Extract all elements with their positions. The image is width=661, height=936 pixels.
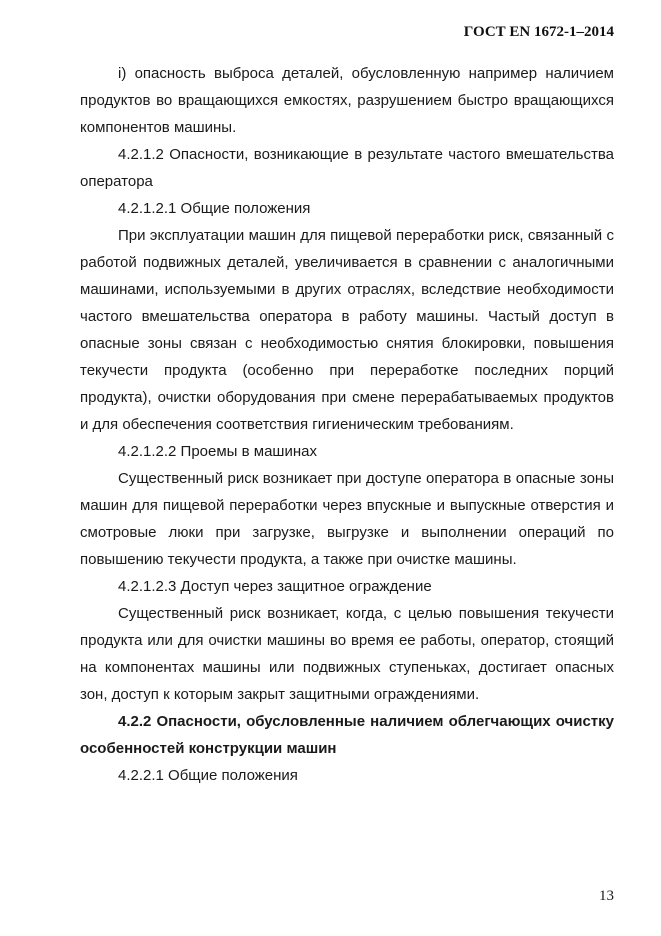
paragraph-guard-access: Существенный риск возникает, когда, с целью повышения текучести продукта или для очистки машины во время ее работы, оператор, стоящий на компонентах машины или подвижных ступеньках, достигает опасных зон, доступ к которым закрыт защитными ограждениями.: [80, 605, 614, 703]
paragraph-hazard-ejection: i) опасность выброса деталей, обусловленную например наличием продуктов во вращающихся емкостях, разрушением быстро вращающихся компонентов машины.: [80, 65, 614, 136]
document-body: [80, 60, 614, 789]
section-heading-4-2-1-2-1: 4.2.1.2.1 Общие положения: [118, 200, 311, 217]
paragraph-machine-openings: Существенный риск возникает при доступе оператора в опасные зоны машин для пищевой переработки через впускные и выпускные отверстия и смотровые люки при загрузке, выгрузке и выполнении операций по повышению текучести продукта, а также при очистке машины.: [80, 470, 614, 568]
paragraph-general-provisions: При эксплуатации машин для пищевой переработки риск, связанный с работой подвижных деталей, увеличивается в сравнении с аналогичными машинами, используемыми в других отраслях, вследствие необходимости частого вмешательства оператора в работу машины. Частый доступ в опасные зоны связан с необходимостью снятия блокировки, повышения текучести продукта (особенно при переработке последних порций продукта), очистки оборудования при смене перерабатываемых продуктов и для обеспечения соответствия гигиеническим требованиям.: [80, 227, 614, 433]
section-heading-4-2-2-1: 4.2.2.1 Общие положения: [118, 767, 298, 784]
document-header: ГОСТ EN 1672-1–2014: [463, 24, 614, 40]
section-heading-4-2-2: 4.2.2 Опасности, обусловленные наличием облегчающих очистку особенностей конструкции машин: [80, 713, 614, 757]
section-heading-4-2-1-2: 4.2.1.2 Опасности, возникающие в результате частого вмешательства оператора: [80, 146, 614, 190]
page-number: 13: [599, 888, 614, 904]
section-heading-4-2-1-2-2: 4.2.1.2.2 Проемы в машинах: [118, 443, 317, 460]
section-heading-4-2-1-2-3: 4.2.1.2.3 Доступ через защитное ограждение: [118, 578, 432, 595]
